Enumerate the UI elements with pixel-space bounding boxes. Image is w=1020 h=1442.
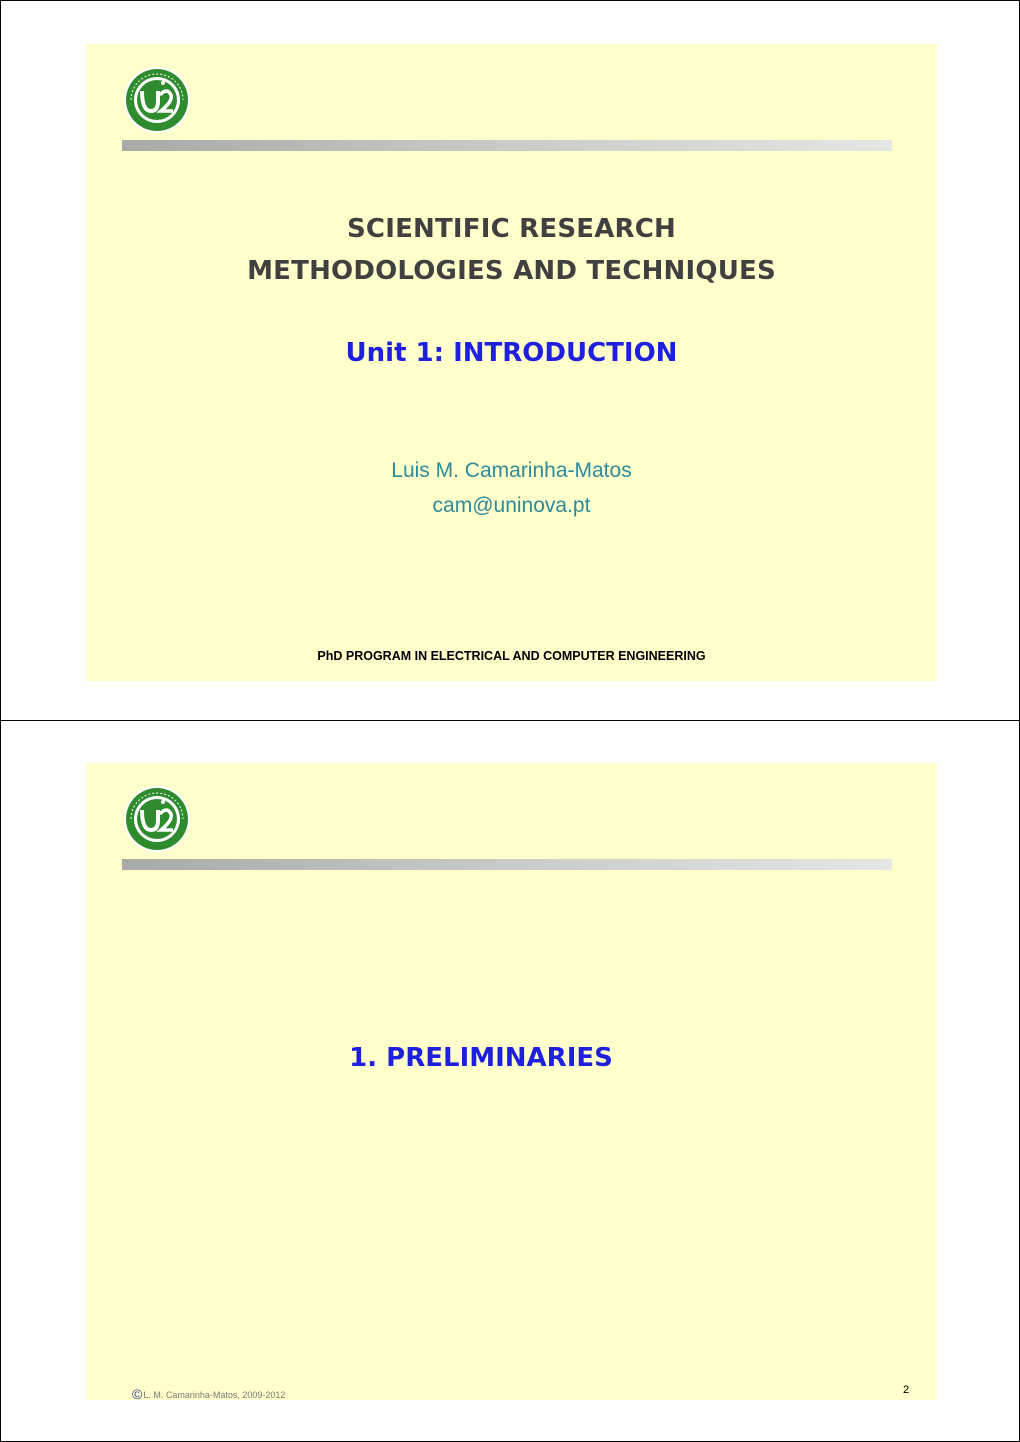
page-frame-2 xyxy=(0,720,1020,1442)
university-logo-icon xyxy=(123,65,191,135)
slide-title-line-1: SCIENTIFIC RESEARCH xyxy=(346,214,677,244)
slide-title-line-2: METHODOLOGIES AND TECHNIQUES xyxy=(247,256,776,286)
slide-2 xyxy=(86,763,937,1400)
page-number: 2 xyxy=(903,1384,910,1396)
copyright-footer xyxy=(132,1386,285,1402)
header-bar xyxy=(122,859,892,870)
slide-1 xyxy=(86,44,937,681)
program-name: PhD PROGRAM IN ELECTRICAL AND COMPUTER ENGINEERING xyxy=(317,649,706,663)
header-bar xyxy=(122,140,892,151)
unit-title: Unit 1: INTRODUCTION xyxy=(345,338,678,368)
university-logo-icon xyxy=(123,784,191,854)
author-email: cam@uninova.pt xyxy=(432,494,591,517)
section-title: 1. PRELIMINARIES xyxy=(349,1043,613,1073)
copyright-symbol: © xyxy=(132,1386,143,1402)
copyright-text: L. M. Camarinha-Matos, 2009-2012 xyxy=(143,1390,286,1400)
author-name: Luis M. Camarinha-Matos xyxy=(391,459,632,482)
